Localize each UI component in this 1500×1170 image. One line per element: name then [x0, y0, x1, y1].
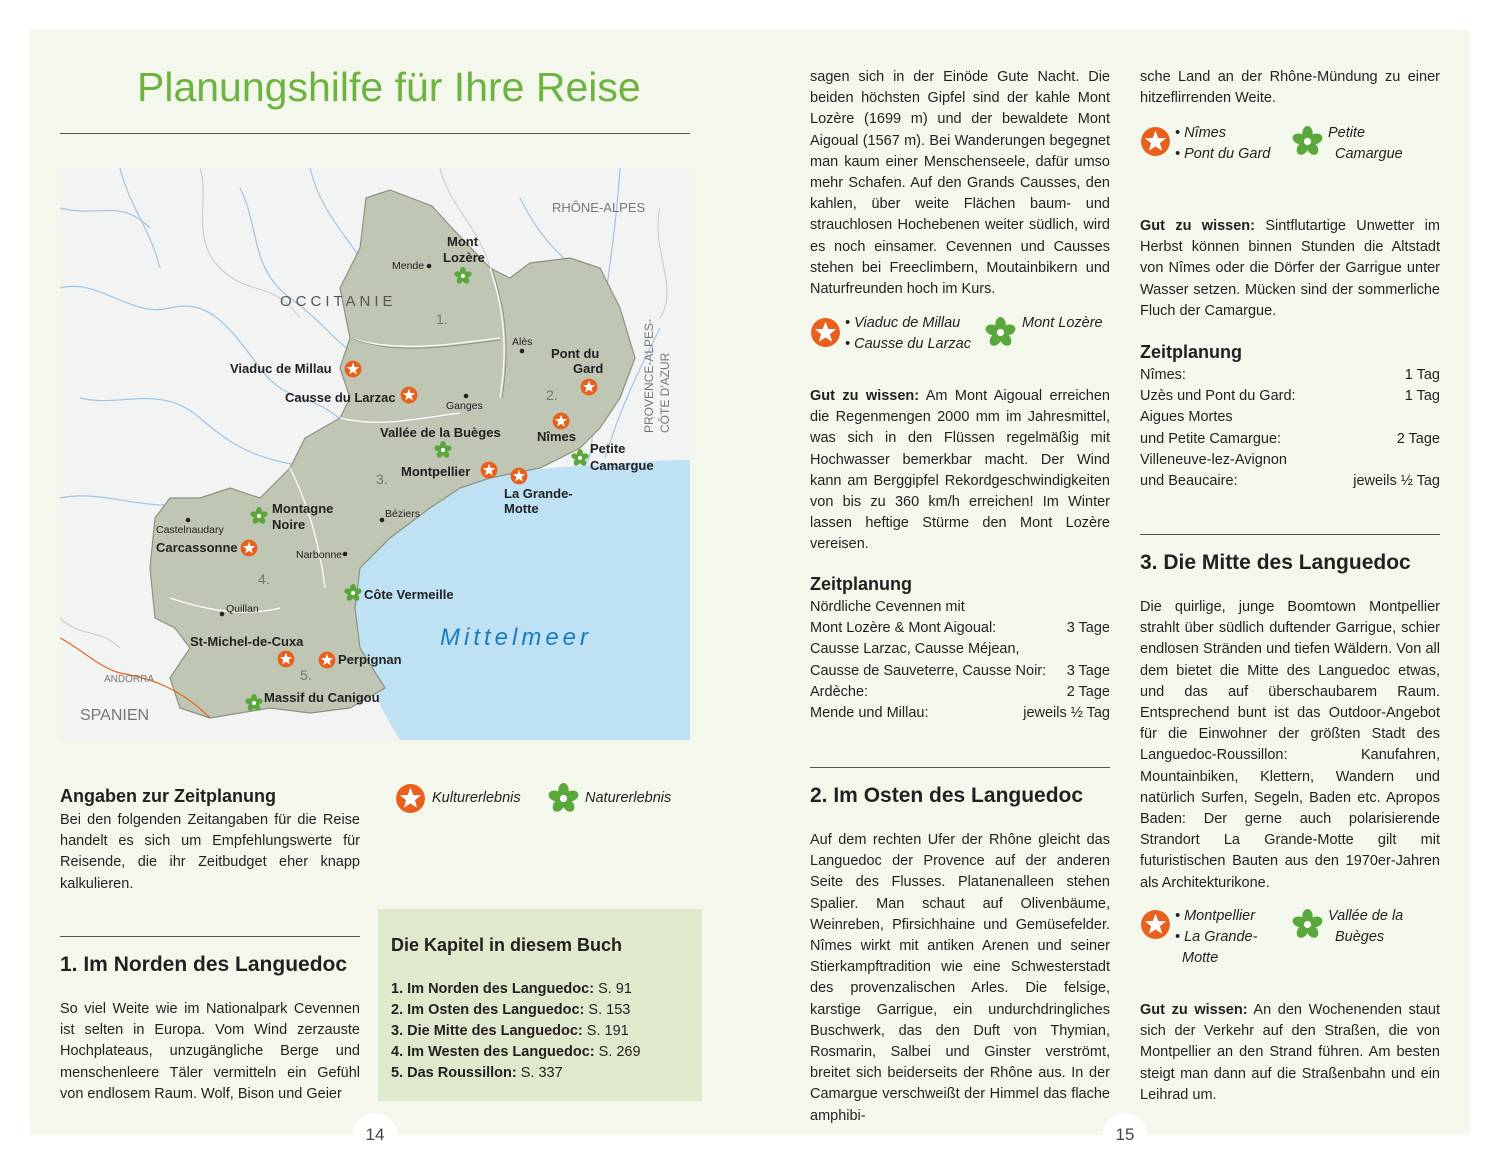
chapter-item: 2. Im Osten des Languedoc: S. 153 — [391, 1002, 631, 1018]
s2-nature-item: Camargue — [1335, 146, 1403, 162]
map-culture-icon-larzac — [401, 387, 418, 404]
s2-nature-list — [1328, 123, 1403, 165]
map-culture-icon-carcassonne — [241, 540, 258, 557]
s1-nature-item: Mont Lozère — [1022, 315, 1103, 331]
zeitplanung-heading: Angaben zur Zeitplanung — [60, 786, 276, 806]
map-town-ales: Alès — [512, 336, 533, 348]
zeit-row: Causse Larzac, Causse Méjean, — [810, 641, 1020, 658]
map-place-bueges: Vallée de la Buèges — [380, 425, 501, 440]
s1-culture-list — [845, 313, 971, 355]
legend-culture-label: Kulturerlebnis — [432, 790, 521, 806]
map-place-montagne-noire-2: Noire — [272, 517, 306, 532]
s3-good-to-know: Gut zu wissen: An den Wochenenden staut sich der Verkehr auf den Straßen, die von Montpellier an den Strand führen. Am besten steigt man dann auf die Straßenbahn und ein Leihrad um. — [1140, 1002, 1440, 1103]
map-town-quillan: Quillan — [226, 603, 259, 615]
section3-divider — [1140, 534, 1440, 535]
chapter-item: 5. Das Roussillon: S. 337 — [391, 1065, 563, 1081]
map-region-occitanie: OCCITANIE — [280, 293, 397, 310]
legend-nature-icon — [548, 783, 579, 814]
zeit-row: Nördliche Cevennen mit — [810, 599, 965, 615]
s2-nature-icon — [1292, 126, 1323, 157]
zeit-row: und Petite Camargue: 2 Tage — [1140, 430, 1440, 447]
s2-zeit-table — [1140, 365, 1440, 492]
map-place-pont-du-gard-2: Gard — [573, 361, 604, 376]
map-region-provence-2: CÔTE D'AZUR — [658, 352, 672, 433]
map-region-spanien: SPANIEN — [80, 707, 150, 724]
map-culture-icon-nimes — [553, 413, 570, 430]
section3-text: Die quirlige, junge Boomtown Montpellier strahlt über südlich duftender Garrigue, schier endlosen Stränden und tiefen Wäldern. Von all dem bietet die Mitte des Languedoc etwas, und das auf überschaubarem Raum. Entsprechend bunt ist das Outdoor-Angebot für die Einwohner der größten Stadt des Languedoc-Roussillon: Kanufahren, Mountainbiken, Klettern, Wandern und natürlich Surfen, Segeln, Baden etc. Apropos Baden: Der gerne auch polarisierende Strandort La Grande-Motte gilt mit futuristischen Bauten aus den 1970er-Jahren als Architekturikone. — [1140, 599, 1440, 891]
zeit-row: Aigues Mortes — [1140, 409, 1233, 426]
s1-zeit-table — [810, 597, 1110, 724]
map-culture-icon-montpellier — [481, 462, 498, 479]
zeit-row: Causse de Sauveterre, Causse Noir: 3 Tage — [810, 662, 1110, 679]
section2-text: Auf dem rechten Ufer der Rhône gleicht das Languedoc der Provence auf der anderen Seite des Flusses. Platanenalleen stehen Spalier. Man schaut auf Olivenbäume, Weinreben, Pfirsichhaine und Gemüsefelder. Nîmes wirkt mit antiken Arenen und seiner Stierkampftradition wie eine Schwesterstadt des provenzalischen Arles. Die felsige, karstige Garrigue, ein undurchdringliches Buschwerk, das den Duft von Thymian, Rosmarin, Salbei und Ginster verströmt, breitet sich beiderseits der Rhône aus. In der Camargue verschweißt der Himmel das flache amphibi- — [810, 832, 1110, 1124]
page-number-right: 15 — [1103, 1113, 1147, 1157]
zeit-row: Ardèche: 2 Tage — [810, 683, 1110, 700]
zeitplanung-text: Bei den folgenden Zeitangaben für die Reise handelt es sich um Empfehlungswerte für Reisende, die ihr Zeitbudget eher knapp kalkulieren. — [60, 812, 360, 892]
zeit-row: Mende und Millau: jeweils ½ Tag — [810, 705, 1110, 722]
s1-culture-icon — [810, 317, 841, 348]
s2-zeit-heading: Zeitplanung — [1140, 342, 1242, 362]
map-region-provence-1: PROVENCE-ALPES- — [642, 318, 656, 433]
section1-text: So viel Weite wie im Nationalpark Cevennen ist selten in Europa. Vom Wind zerzauste Hochplateaus, unzugängliche Berge und menschenleere Täler vermitteln ein Gefühl von endlosem Raum. Wolf, Bison und Geier — [60, 1001, 360, 1102]
col2-text: sche Land an der Rhône-Mündung zu einer hitzeflirrenden Weite. — [1140, 69, 1440, 107]
zeit-row: Uzès und Pont du Gard: 1 Tag — [1140, 388, 1440, 405]
map-place-grande-motte-1: La Grande- — [504, 486, 573, 501]
zeit-row: Mont Lozère & Mont Aigoual: 3 Tage — [810, 620, 1110, 637]
s1-zeit-heading: Zeitplanung — [810, 574, 912, 594]
map-culture-icon-pont-du-gard — [581, 379, 598, 396]
map-place-pont-du-gard-1: Pont du — [551, 346, 600, 361]
zeit-row: und Beaucaire: jeweils ½ Tag — [1140, 473, 1440, 490]
map-place-cote-vermeille: Côte Vermeille — [364, 587, 454, 602]
map-place-montagne-noire-1: Montagne — [272, 501, 334, 516]
legend-nature-label: Naturerlebnis — [585, 790, 672, 806]
s3-culture-list — [1175, 906, 1257, 969]
map-place-canigou: Massif du Canigou — [264, 690, 380, 705]
map-region-number-4: 4. — [258, 571, 270, 587]
s1-nature-icon — [985, 317, 1016, 348]
title-divider — [60, 133, 690, 134]
map-culture-icon-st-michel — [278, 651, 295, 668]
map-place-perpignan: Perpignan — [338, 652, 402, 667]
chapter-box-title: Die Kapitel in diesem Buch — [391, 935, 623, 955]
map-town-castelnaudary: Castelnaudary — [156, 524, 224, 536]
page-title: Planungshilfe für Ihre Reise — [137, 64, 641, 110]
s2-culture-item: • Nîmes — [1175, 125, 1226, 141]
section2-heading: 2. Im Osten des Languedoc — [810, 784, 1084, 807]
section1-heading: 1. Im Norden des Languedoc — [60, 953, 348, 976]
s1-culture-item: • Viaduc de Millau — [845, 315, 961, 331]
map-town-beziers: Béziers — [385, 508, 421, 520]
s3-nature-icon — [1292, 909, 1323, 940]
map-region-number-1: 1. — [436, 311, 448, 327]
map-culture-icon-viaduc — [345, 361, 362, 378]
map-place-viaduc: Viaduc de Millau — [230, 361, 332, 376]
map-place-montpellier: Montpellier — [401, 464, 471, 479]
map-region-number-3: 3. — [376, 471, 388, 487]
chapter-box — [378, 909, 702, 1101]
map-place-grande-motte-2: Motte — [504, 501, 539, 516]
map-culture-icon-grande-motte — [511, 468, 528, 485]
map-town-narbonne: Narbonne — [296, 549, 343, 561]
map-region-rhone-alpes: RHÔNE-ALPES — [552, 200, 646, 215]
s2-nature-item: Petite — [1328, 125, 1366, 141]
chapter-item: 4. Im Westen des Languedoc: S. 269 — [391, 1044, 641, 1060]
s3-culture-item: Motte — [1182, 950, 1219, 966]
region-map — [60, 168, 690, 740]
chapter-item: 1. Im Norden des Languedoc: S. 91 — [391, 981, 632, 997]
s1-culture-item: • Causse du Larzac — [845, 336, 971, 352]
page-number-left: 14 — [353, 1113, 397, 1157]
map-town-mende: Mende — [392, 260, 425, 272]
s2-culture-icon — [1140, 126, 1171, 157]
map-place-nimes: Nîmes — [537, 429, 577, 444]
s3-culture-icon — [1140, 909, 1171, 940]
map-region-andorra: ANDORRA — [104, 674, 155, 685]
s2-culture-list — [1175, 123, 1270, 165]
section1-divider — [60, 936, 360, 937]
map-place-mont-lozere-2: Lozère — [443, 250, 485, 265]
s2-culture-item: • Pont du Gard — [1175, 146, 1271, 162]
s2-good-to-know: Gut zu wissen: Sintflutartige Unwetter im Herbst können binnen Stunden die Altstadt von Nîmes oder die Dörfer der Garrigue unter Wasser setzen. Mücken sind der sommerliche Fluch der Camargue. — [1140, 218, 1440, 319]
chapter-list — [391, 979, 641, 1084]
section3-heading: 3. Die Mitte des Languedoc — [1140, 551, 1411, 574]
legend-culture-icon — [395, 783, 426, 814]
map-place-petite-camargue-1: Petite — [590, 441, 626, 456]
col1-text: sagen sich in der Einöde Gute Nacht. Die beiden höchsten Gipfel sind der kahle Mont Lozère (1699 m) und der bewaldete Mont Aigoual (1567 m). Bei Wanderungen begegnet man kaum einer Menschenseele, dafür umso mehr Schafen. Auf den Grands Causses, den kahlen, über weite Flächen baum- und strauchlosen Hochebenen weiter südlich, wird es noch einsamer. Cevennen und Causses stehen bei Freeclimbern, Moutainbikern und Naturfreunden hoch im Kurs. — [810, 69, 1110, 298]
map-place-petite-camargue-2: Camargue — [590, 458, 654, 473]
zeit-row: Nîmes: 1 Tag — [1140, 367, 1440, 383]
map-town-ganges: Ganges — [446, 400, 483, 412]
map-place-carcassonne: Carcassonne — [156, 540, 238, 555]
s1-good-to-know: Gut zu wissen: Am Mont Aigoual erreichen die Regenmengen 2000 mm im Jahresmittel, was sich in den Flüssen regelmäßig mit Hochwasser bemerkbar macht. Der Wind kann am Berggipfel Rekordgeschwindigkeiten von bis zu 360 km/h erreichen! Im Winter lassen heftige Stürme den Mont Lozère vereisen. — [810, 388, 1110, 553]
map-culture-icon-perpignan — [319, 652, 336, 669]
map-place-mont-lozere-1: Mont — [447, 234, 479, 249]
map-place-larzac: Causse du Larzac — [285, 390, 396, 405]
zeit-row: Villeneuve-lez-Avignon — [1140, 451, 1287, 468]
section2-divider — [810, 767, 1110, 768]
map-region-number-5: 5. — [300, 667, 312, 683]
s3-nature-item: Buèges — [1335, 929, 1385, 945]
map-sea-label: Mittelmeer — [440, 624, 593, 651]
chapter-item: 3. Die Mitte des Languedoc: S. 191 — [391, 1023, 629, 1039]
s3-nature-list — [1328, 906, 1403, 948]
s3-culture-item: • Montpellier — [1175, 908, 1256, 924]
s3-nature-item: Vallée de la — [1328, 908, 1404, 924]
map-region-number-2: 2. — [546, 387, 558, 403]
s3-culture-item: • La Grande- — [1175, 929, 1258, 945]
map-place-st-michel: St-Michel-de-Cuxa — [190, 634, 304, 649]
